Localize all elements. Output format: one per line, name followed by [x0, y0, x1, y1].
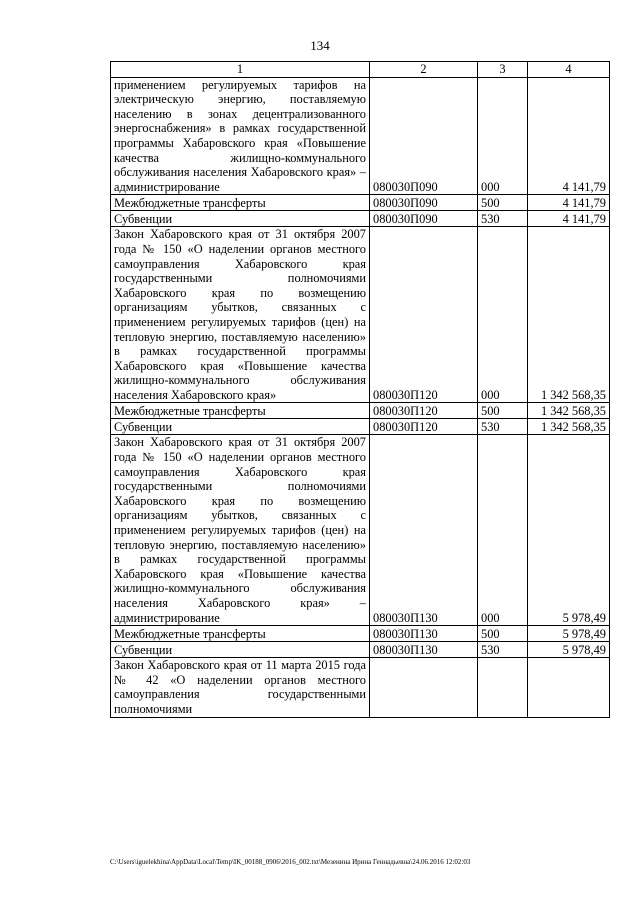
row-code: 080030П120 — [370, 403, 478, 419]
row-code: 080030П130 — [370, 626, 478, 642]
table-row — [111, 211, 610, 227]
row-amount: 1 342 568,35 — [528, 227, 610, 403]
header-col-2: 2 — [370, 62, 478, 78]
header-col-3: 3 — [478, 62, 528, 78]
row-code: 080030П090 — [370, 211, 478, 227]
row-name: Закон Хабаровского края от 31 октября 2007 года № 150 «О наделении органов местного самоуправления Хабаровского края государственными полномочиями Хабаровского края по возмещению организациям убытков, связанных с применением регулируемых тарифов (цен) на тепловую энергию, поставляемую населению» в рамках государственной программы Хабаровского края «Повышение качества жилищно-коммунального обслуживания населения Хабаровского края» — [111, 227, 370, 403]
page-number: 134 — [310, 38, 330, 53]
row-expense-type: 500 — [478, 626, 528, 642]
row-amount: 4 141,79 — [528, 77, 610, 195]
row-expense-type: 530 — [478, 419, 528, 435]
row-code: 080030П120 — [370, 227, 478, 403]
table-row — [111, 626, 610, 642]
row-name: Закон Хабаровского края от 31 октября 2007 года № 150 «О наделении органов местного самоуправления Хабаровского края государственными полномочиями Хабаровского края по возмещению организациям убытков, связанных с применением регулируемых тарифов (цен) на тепловую энергию, поставляемую населению» в рамках государственной программы Хабаровского края «Повышение качества жилищно-коммунального обслуживания населения Хабаровского края» – администрирование — [111, 435, 370, 626]
row-code: 080030П130 — [370, 642, 478, 658]
row-name: Субвенции — [111, 419, 370, 435]
row-expense-type — [478, 658, 528, 717]
header-col-1: 1 — [111, 62, 370, 78]
row-expense-type: 530 — [478, 642, 528, 658]
row-amount: 4 141,79 — [528, 195, 610, 211]
table-row — [111, 419, 610, 435]
row-expense-type: 000 — [478, 435, 528, 626]
document-footer-path: C:\Users\iguelekhina\AppData\Local\Temp\IK_00188_0906\2016_002.txt\Мезенина Ирина Геннадьевна\24.06.2016 12:02:03 — [110, 858, 471, 866]
table-row — [111, 642, 610, 658]
row-name: применением регулируемых тарифов на электрическую энергию, поставляемую населению в зонах децентрализованного энергоснабжения» в рамках государственной программы Хабаровского края «Повышение качества жилищно-коммунального обслуживания населения Хабаровского края» – администрирование — [111, 77, 370, 195]
table-row — [111, 195, 610, 211]
row-code: 080030П130 — [370, 435, 478, 626]
row-name: Закон Хабаровского края от 11 марта 2015 года № 42 «О наделении органов местного самоуправления государственными полномочиями — [111, 658, 370, 717]
row-name: Субвенции — [111, 642, 370, 658]
row-name: Межбюджетные трансферты — [111, 195, 370, 211]
row-code: 080030П090 — [370, 195, 478, 211]
table-row — [111, 227, 610, 403]
row-amount: 1 342 568,35 — [528, 419, 610, 435]
row-amount: 5 978,49 — [528, 642, 610, 658]
row-amount: 5 978,49 — [528, 626, 610, 642]
row-name: Межбюджетные трансферты — [111, 403, 370, 419]
table-row — [111, 403, 610, 419]
table-header-row — [111, 62, 610, 78]
row-name: Субвенции — [111, 211, 370, 227]
budget-table — [110, 61, 610, 718]
row-amount: 1 342 568,35 — [528, 403, 610, 419]
row-expense-type: 000 — [478, 77, 528, 195]
header-col-4: 4 — [528, 62, 610, 78]
row-code: 080030П120 — [370, 419, 478, 435]
row-expense-type: 500 — [478, 403, 528, 419]
table-row — [111, 435, 610, 626]
row-expense-type: 500 — [478, 195, 528, 211]
row-name: Межбюджетные трансферты — [111, 626, 370, 642]
table-row — [111, 658, 610, 717]
row-expense-type: 000 — [478, 227, 528, 403]
row-amount: 4 141,79 — [528, 211, 610, 227]
table-row — [111, 77, 610, 195]
row-code — [370, 658, 478, 717]
row-amount — [528, 658, 610, 717]
row-amount: 5 978,49 — [528, 435, 610, 626]
row-code: 080030П090 — [370, 77, 478, 195]
row-expense-type: 530 — [478, 211, 528, 227]
